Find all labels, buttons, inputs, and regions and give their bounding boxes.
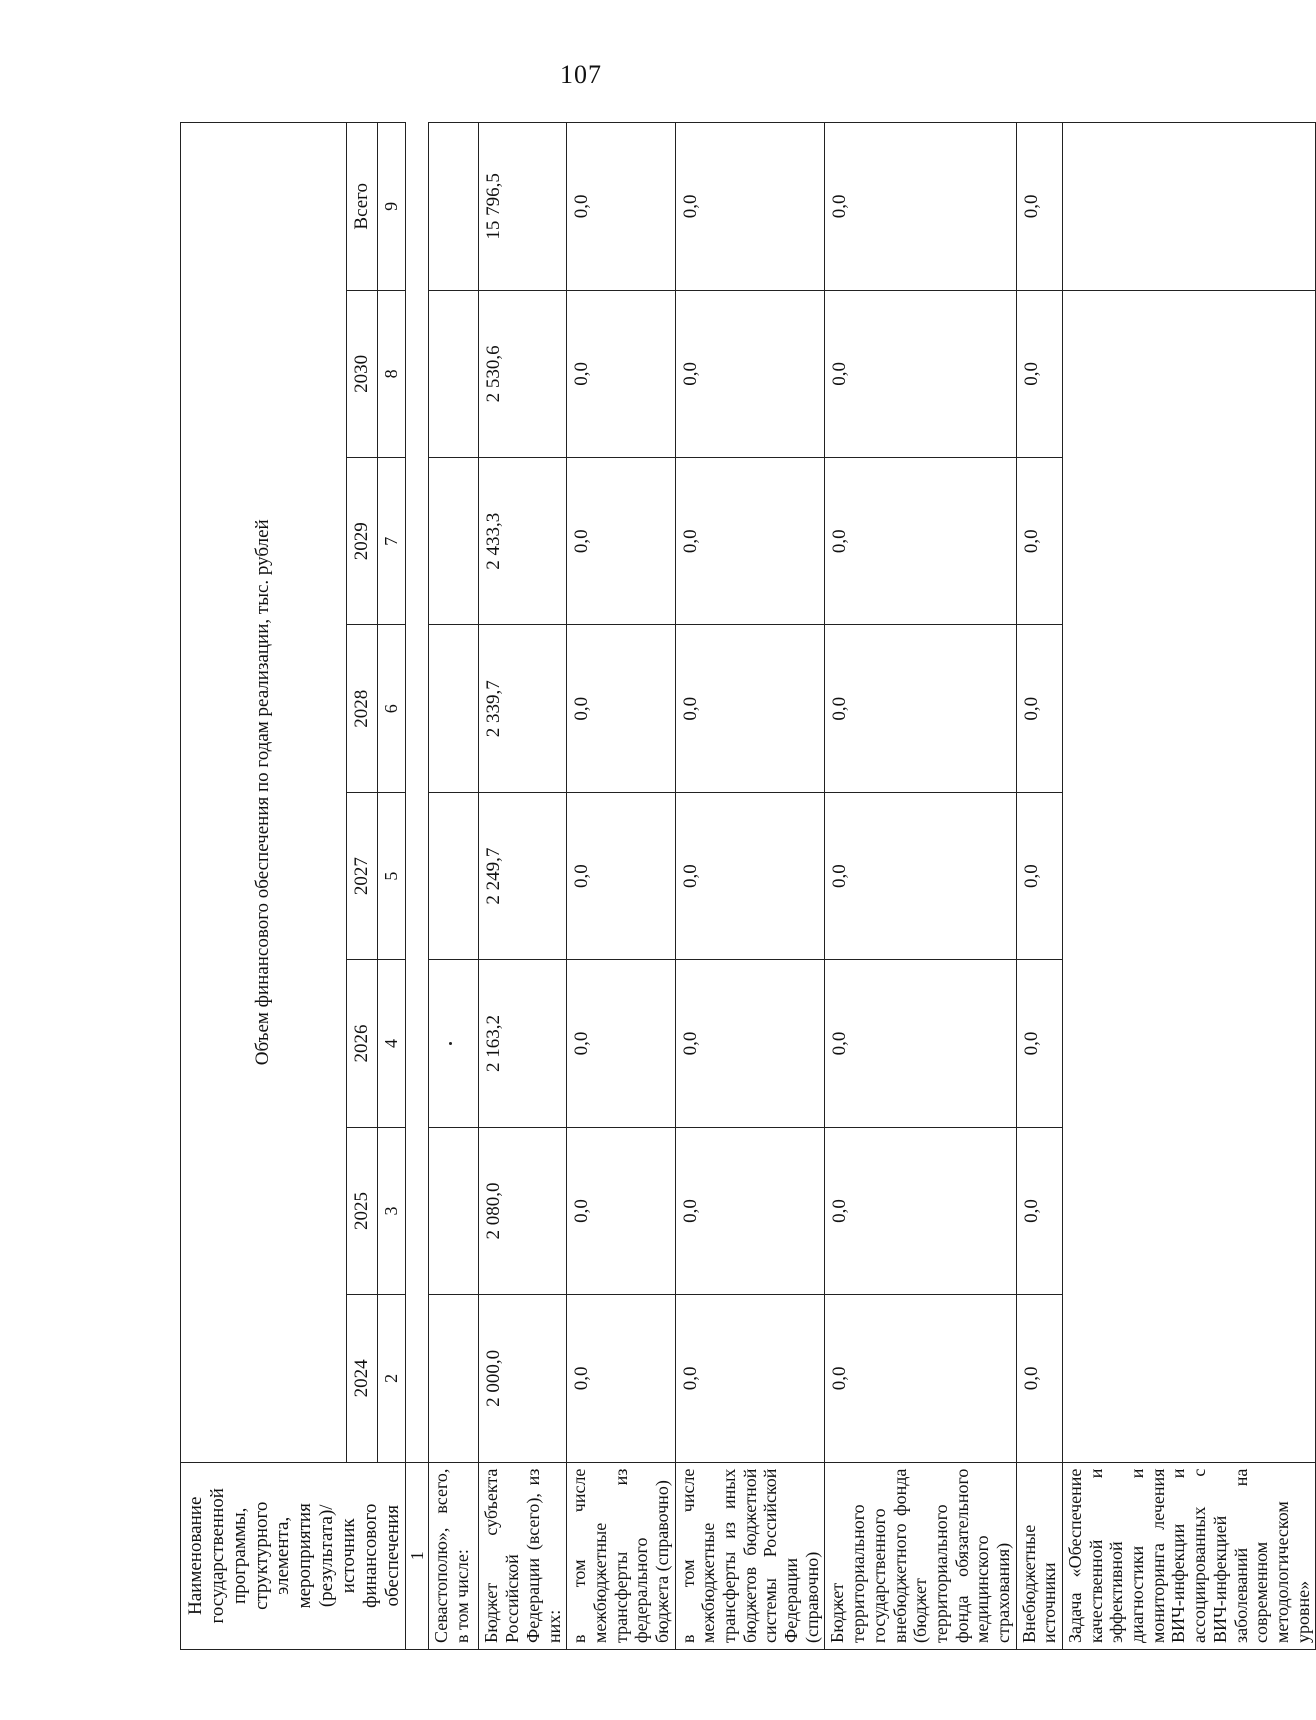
rotated-table-wrapper (180, 122, 1313, 1650)
value-cell (1063, 290, 1316, 1462)
value-cell: 0,0 (825, 123, 1016, 291)
value-cell: 0,0 (825, 290, 1016, 457)
value-cell: 0,0 (675, 960, 825, 1127)
value-cell (429, 290, 479, 457)
value-cell: 0,0 (567, 290, 675, 457)
page-number: 107 (560, 60, 602, 89)
value-cell: 0,0 (1016, 1295, 1062, 1462)
value-cell: 0,0 (1016, 792, 1062, 959)
value-cell (429, 625, 479, 792)
dot-mark (449, 1042, 452, 1045)
financing-table (180, 122, 1316, 1650)
column-number: 4 (377, 960, 406, 1127)
value-cell: 2 530,6 (479, 290, 567, 457)
value-cell: 2 000,0 (479, 1295, 567, 1462)
table-row (429, 123, 479, 1650)
total-header: Всего (346, 123, 377, 291)
value-cell: 0,0 (675, 625, 825, 792)
row-name: Бюджет территориального государственного внебюджетного фонда (бюджет территориального фонда обязательного медицинского страхования) (825, 1462, 1016, 1649)
value-cell: 0,0 (825, 792, 1016, 959)
value-cell: 0,0 (567, 960, 675, 1127)
value-cell: 2 080,0 (479, 1127, 567, 1294)
column-number: 8 (377, 290, 406, 457)
row-name: Задача «Обеспечение качественной и эффективной диагностики и мониторинга лечения ВИЧ-инфекции и ассоциированных с ВИЧ-инфекцией заболеваний на современном методологическом уровне» (1063, 1462, 1316, 1649)
year-header: 2029 (346, 458, 377, 625)
year-header: 2024 (346, 1295, 377, 1462)
column-number: 6 (377, 625, 406, 792)
table-row (479, 123, 567, 1650)
value-cell: 0,0 (567, 123, 675, 291)
table-row (567, 123, 675, 1650)
table-row (1016, 123, 1062, 1650)
value-cell: 2 163,2 (479, 960, 567, 1127)
value-cell: 0,0 (675, 123, 825, 291)
value-cell: 0,0 (675, 1127, 825, 1294)
row-name: в том числе межбюджетные трансферты из иных бюджетов бюджетной системы Российской Федерации (справочно) (675, 1462, 825, 1649)
value-cell: 0,0 (1016, 123, 1062, 291)
value-cell: 0,0 (675, 792, 825, 959)
year-header: 2030 (346, 290, 377, 457)
value-cell: 0,0 (825, 1295, 1016, 1462)
column-number: 2 (377, 1295, 406, 1462)
value-cell (1063, 123, 1316, 291)
value-cell: 0,0 (825, 960, 1016, 1127)
value-cell: 0,0 (1016, 290, 1062, 457)
value-cell: 0,0 (825, 458, 1016, 625)
value-cell: 0,0 (675, 290, 825, 457)
value-cell (429, 792, 479, 959)
table-row (675, 123, 825, 1650)
value-cell (429, 1127, 479, 1294)
value-cell: 0,0 (567, 458, 675, 625)
value-cell: 0,0 (1016, 458, 1062, 625)
value-cell: 2 433,3 (479, 458, 567, 625)
header-name-cell: Наименование государственной программы, структурного элемента, мероприятия (результата)/источник финансового обеспечения (181, 1462, 406, 1649)
value-cell: 0,0 (825, 625, 1016, 792)
value-cell (429, 960, 479, 1127)
column-number: 7 (377, 458, 406, 625)
column-number: 9 (377, 123, 406, 291)
year-header: 2027 (346, 792, 377, 959)
value-cell: 0,0 (567, 625, 675, 792)
row-name: Внебюджетные источники (1016, 1462, 1062, 1649)
column-number: 5 (377, 792, 406, 959)
value-cell: 0,0 (567, 792, 675, 959)
value-cell: 0,0 (825, 1127, 1016, 1294)
year-header: 2028 (346, 625, 377, 792)
spacer-cell (406, 123, 429, 1463)
value-cell: 0,0 (567, 1127, 675, 1294)
row-name: Бюджет субъекта Российской Федерации (всего), из них: (479, 1462, 567, 1649)
row-name: Севастополю», всего, в том числе: (429, 1462, 479, 1649)
table-row (1063, 123, 1316, 1650)
year-header: 2025 (346, 1127, 377, 1294)
value-cell: 2 249,7 (479, 792, 567, 959)
value-cell: 0,0 (1016, 1127, 1062, 1294)
column-number: 1 (406, 1462, 429, 1649)
column-number: 3 (377, 1127, 406, 1294)
year-header: 2026 (346, 960, 377, 1127)
table-row (825, 123, 1016, 1650)
value-cell: 0,0 (1016, 960, 1062, 1127)
value-cell (429, 458, 479, 625)
value-cell: 2 339,7 (479, 625, 567, 792)
value-cell: 0,0 (675, 1295, 825, 1462)
value-cell: 0,0 (567, 1295, 675, 1462)
value-cell (429, 123, 479, 291)
value-cell: 0,0 (1016, 625, 1062, 792)
value-cell: 0,0 (675, 458, 825, 625)
header-volume-cell: Объем финансового обеспечения по годам реализации, тыс. рублей (181, 123, 347, 1463)
value-cell: 15 796,5 (479, 123, 567, 291)
value-cell (429, 1295, 479, 1462)
row-name: в том числе межбюджетные трансферты из федерального бюджета (справочно) (567, 1462, 675, 1649)
